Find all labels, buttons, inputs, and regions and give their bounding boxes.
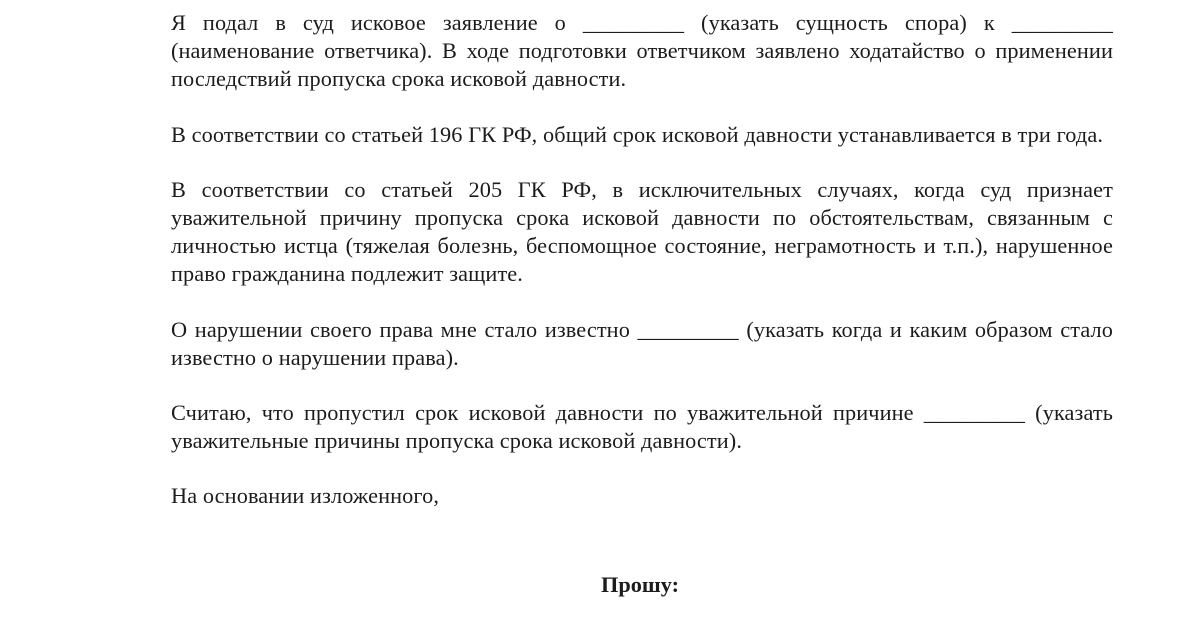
paragraph-claim-filed: Я подал в суд исковое заявление о _________ (указать сущность спора) к _________ (наименование ответчика). В ходе подготовки ответчиком заявлено ходатайство о применении последствий пропуска срока исковой давности. bbox=[171, 10, 1113, 92]
paragraph-article-196: В соответствии со статьей 196 ГК РФ, общий срок исковой давности устанавливается в три года. bbox=[171, 121, 1104, 147]
paragraph-valid-reason: Считаю, что пропустил срок исковой давности по уважительной причине _________ (указать уважительные причины пропуска срока исковой давности). bbox=[171, 400, 1113, 454]
document-body bbox=[171, 9, 1113, 538]
paragraph-awareness-of-violation: О нарушении своего права мне стало известно _________ (указать когда и каким образом стало известно о нарушении права). bbox=[171, 316, 1113, 370]
request-heading: Прошу: bbox=[601, 572, 679, 597]
paragraph-article-205: В соответствии со статьей 205 ГК РФ, в исключительных случаях, когда суд признает уважительной причину пропуска срока исковой давности по обстоятельствам, связанным с личностью истца (тяжелая болезнь, беспомощное состояние, неграмотность и т.п.), нарушенное право гражданина подлежит защите. bbox=[171, 176, 1113, 287]
paragraph-based-on: На основании изложенного, bbox=[171, 483, 440, 509]
